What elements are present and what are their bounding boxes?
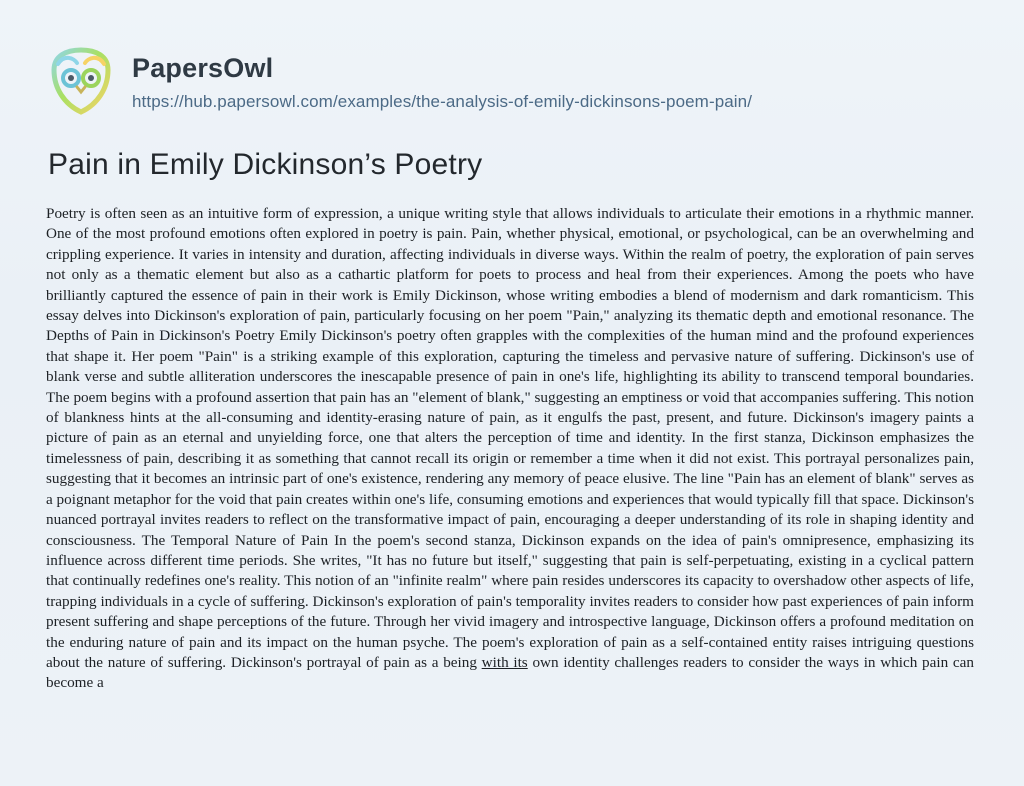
site-header [0, 0, 1024, 118]
body-underlined-phrase: with its [481, 653, 528, 671]
brand-name: PapersOwl [132, 53, 274, 84]
page-url[interactable]: https://hub.papersowl.com/examples/the-analysis-of-emily-dickinsons-poem-pain/ [132, 91, 753, 111]
article-body [46, 204, 974, 694]
page-title: Pain in Emily Dickinson’s Poetry [48, 148, 483, 181]
body-part-2: own identity challenges readers to consider the ways in which pain can become a [46, 653, 974, 692]
owl-logo-icon [44, 44, 118, 118]
body-part-1: Poetry is often seen as an intuitive form of expression, a unique writing style that allows individuals to articulate their emotions in a rhythmic manner. One of the most profound emotions often explored in poetry is pain. Pain, whether physical, emotional, or psychological, can be an overwhelming and crippling experience. It varies in intensity and duration, affecting individuals in diverse ways. Within the realm of poetry, the exploration of pain serves not only as a thematic element but also as a cathartic platform for poets to process and heal from their experiences. Among the poets who have brilliantly captured the essence of pain in their work is Emily Dickinson, whose writing embodies a blend of modernism and dark romanticism. This essay delves into Dickinson's exploration of pain, particularly focusing on her poem "Pain," analyzing its thematic depth and emotional resonance. The Depths of Pain in Dickinson's Poetry Emily Dickinson's poetry often grapples with the complexities of the human mind and the profound experiences that shape it. Her poem "Pain" is a striking example of this exploration, capturing the timeless and pervasive nature of suffering. Dickinson's use of blank verse and subtle alliteration underscores the inescapable presence of pain in one's life, highlighting its ability to transcend temporal boundaries. The poem begins with a profound assertion that pain has an "element of blank," suggesting an emptiness or void that accompanies suffering. This notion of blankness hints at the all-consuming and identity-erasing nature of pain, as it engulfs the past, present, and future. Dickinson's imagery paints a picture of pain as an eternal and unyielding force, one that alters the perception of time and identity. In the first stanza, Dickinson emphasizes the timelessness of pain, describing it as something that cannot recall its origin or remember a time when it did not exist. This portrayal personalizes pain, suggesting that it becomes an intrinsic part of one's existence, rendering any memory of peace elusive. The line "Pain has an element of blank" serves as a poignant metaphor for the void that pain creates within one's life, consuming emotions and experiences that would typically fill that space. Dickinson's nuanced portrayal invites readers to reflect on the transformative impact of pain, encouraging a deeper understanding of its role in shaping identity and consciousness. The Temporal Nature of Pain In the poem's second stanza, Dickinson expands on the idea of pain's omnipresence, emphasizing its influence across different time periods. She writes, "It has no future but itself," suggesting that pain is self-perpetuating, existing in a cyclical pattern that continually redefines one's reality. This notion of an "infinite realm" where pain resides underscores its capacity to overshadow other aspects of life, trapping individuals in a cycle of suffering. Dickinson's exploration of pain's temporality invites readers to consider how past experiences of pain inform present suffering and shape perceptions of the future. Through her vivid imagery and introspective language, Dickinson offers a profound meditation on the enduring nature of pain and its impact on the human psyche. The poem's exploration of pain as a self-contained entity raises intriguing questions about the nature of suffering. Dickinson's portrayal of pain as a being [46, 205, 974, 671]
article-content [0, 118, 1024, 694]
brand-block [132, 50, 752, 112]
